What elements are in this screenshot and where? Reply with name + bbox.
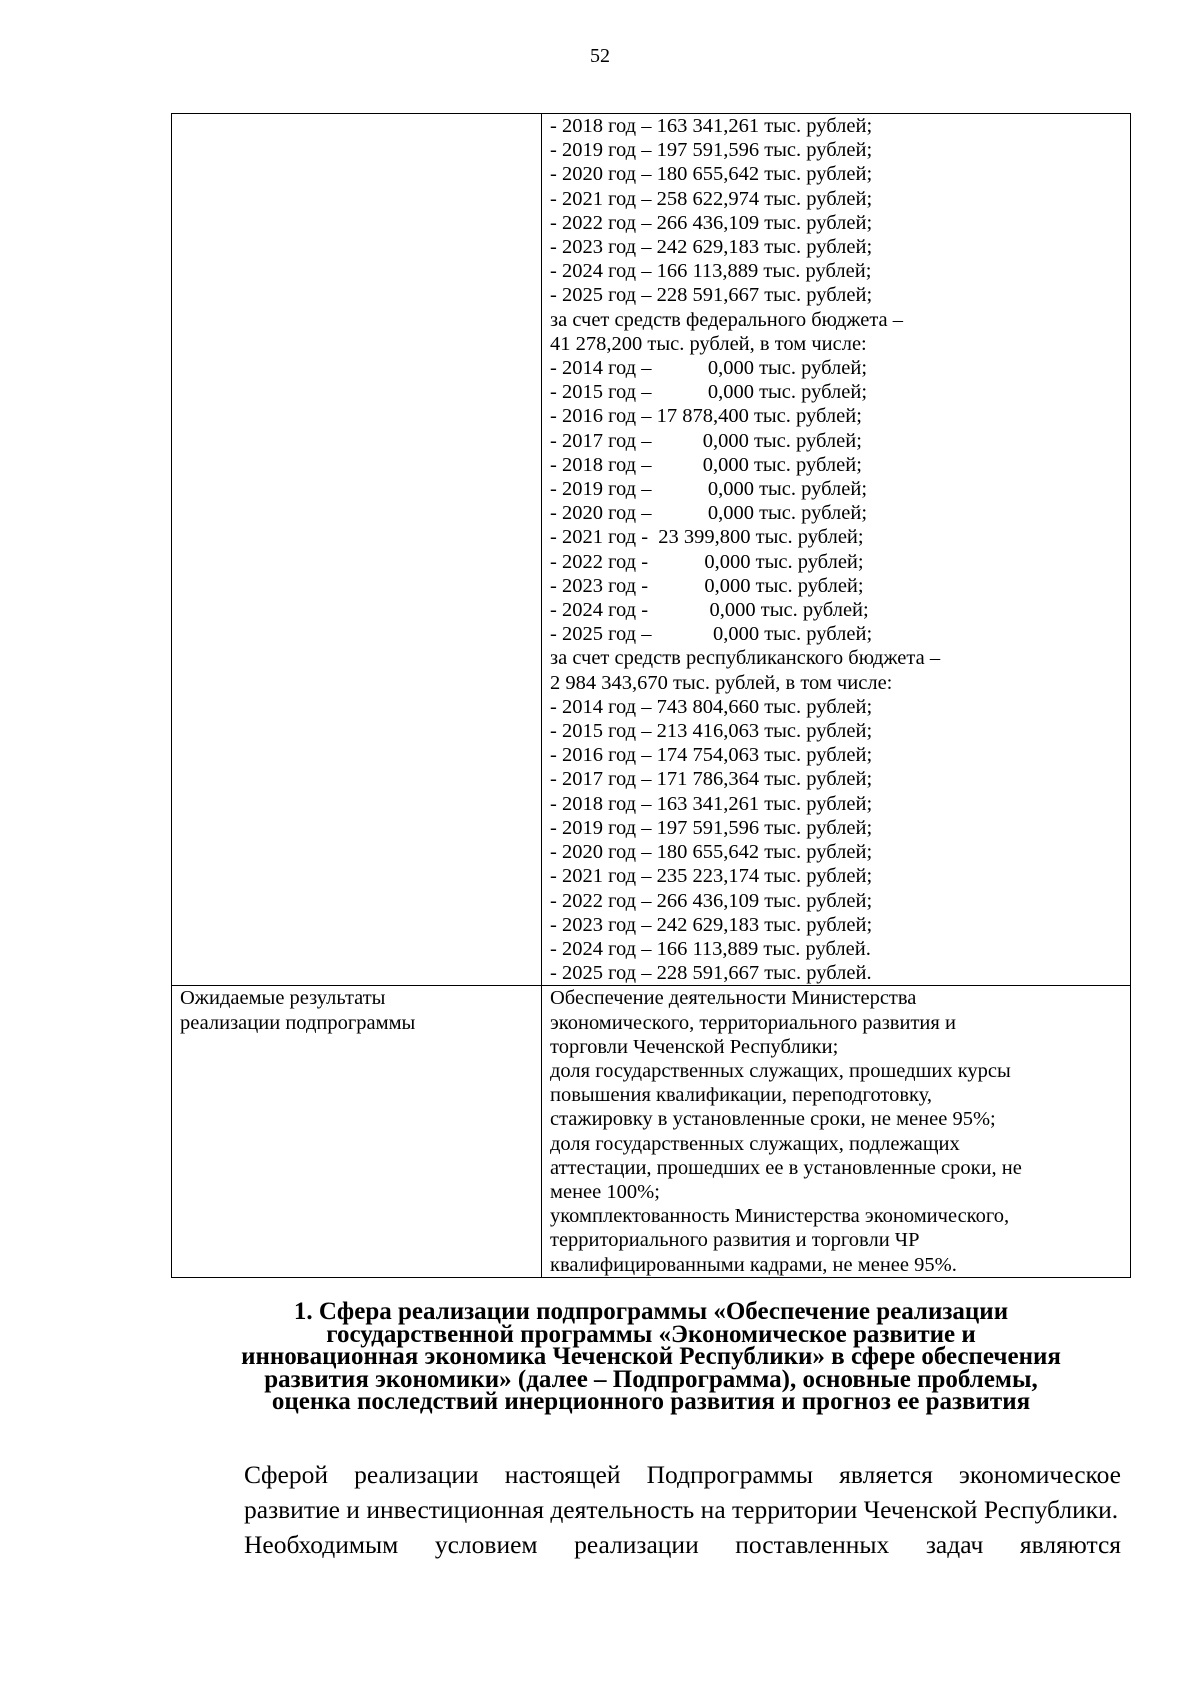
funding-line: - 2015 год – 0,000 тыс. рублей; bbox=[550, 381, 868, 404]
table-row-expected-results bbox=[172, 986, 1131, 1277]
funding-line: - 2025 год – 228 591,667 тыс. рублей. bbox=[550, 962, 872, 985]
funding-line: - 2024 год – 166 113,889 тыс. рублей; bbox=[550, 260, 872, 283]
row-label-line: Ожидаемые результаты bbox=[180, 987, 386, 1010]
funding-line: - 2019 год – 0,000 тыс. рублей; bbox=[550, 478, 868, 501]
section-heading-line: инновационная экономика Чеченской Республики» в сфере обеспечения bbox=[241, 1343, 1061, 1370]
funding-line: - 2023 год – 242 629,183 тыс. рублей; bbox=[550, 913, 873, 936]
result-line: доля государственных служащих, подлежащих bbox=[550, 1132, 960, 1155]
funding-line: - 2023 год - 0,000 тыс. рублей; bbox=[550, 574, 864, 597]
section-heading-line: 1. Сфера реализации подпрограммы «Обеспечение реализации bbox=[293, 1298, 1009, 1325]
result-line: торговли Чеченской Республики; bbox=[550, 1035, 839, 1058]
funding-line: - 2014 год – 743 804,660 тыс. рублей; bbox=[550, 695, 873, 718]
funding-line: - 2021 год – 258 622,974 тыс. рублей; bbox=[550, 187, 873, 210]
funding-line: - 2019 год – 197 591,596 тыс. рублей; bbox=[550, 816, 873, 839]
funding-line: 41 278,200 тыс. рублей, в том числе: bbox=[550, 332, 867, 355]
body-paragraph bbox=[171, 1457, 1121, 1527]
section-heading-line: оценка последствий инерционного развития и прогноз ее развития bbox=[271, 1388, 1031, 1415]
section-heading-line: развития экономики» (далее – Подпрограмма), основные проблемы, bbox=[264, 1365, 1038, 1393]
funding-line: - 2014 год – 0,000 тыс. рублей; bbox=[550, 357, 868, 380]
result-line: территориального развития и торговли ЧР bbox=[550, 1229, 920, 1252]
funding-line: - 2022 год – 266 436,109 тыс. рублей; bbox=[550, 889, 873, 912]
funding-line: - 2019 год – 197 591,596 тыс. рублей; bbox=[550, 139, 873, 162]
funding-line: - 2021 год – 235 223,174 тыс. рублей; bbox=[550, 865, 873, 888]
table-cell-funding bbox=[542, 114, 1131, 986]
funding-line: - 2024 год – 166 113,889 тыс. рублей. bbox=[550, 937, 871, 960]
result-line: Обеспечение деятельности Министерства bbox=[550, 987, 917, 1010]
result-line: менее 100%; bbox=[550, 1180, 660, 1203]
body-paragraph-line: развитие и инвестиционная деятельность на территории Чеченской Республики. bbox=[244, 1495, 1119, 1524]
funding-line: - 2023 год – 242 629,183 тыс. рублей; bbox=[550, 236, 873, 259]
funding-line: - 2020 год – 0,000 тыс. рублей; bbox=[550, 502, 868, 525]
funding-line: - 2017 год – 0,000 тыс. рублей; bbox=[550, 429, 862, 452]
section-heading bbox=[171, 1298, 1131, 1415]
result-line: доля государственных служащих, прошедших курсы bbox=[550, 1059, 1011, 1082]
funding-line: - 2018 год – 163 341,261 тыс. рублей; bbox=[550, 115, 873, 137]
body-paragraph bbox=[171, 1527, 1121, 1562]
table-row-funding bbox=[172, 114, 1131, 986]
funding-line: - 2020 год – 180 655,642 тыс. рублей; bbox=[550, 841, 873, 864]
funding-line: - 2017 год – 171 786,364 тыс. рублей; bbox=[550, 768, 873, 791]
funding-line: - 2021 год - 23 399,800 тыс. рублей; bbox=[550, 526, 864, 549]
table-cell-label-expected-results bbox=[172, 986, 542, 1277]
passport-table bbox=[171, 113, 1131, 1278]
funding-line: за счет средств федерального бюджета – bbox=[550, 308, 904, 331]
section-heading-line: государственной программы «Экономическое развитие и bbox=[326, 1320, 976, 1348]
funding-line: - 2025 год – 228 591,667 тыс. рублей; bbox=[550, 284, 873, 307]
body-paragraph-line: Необходимым условием реализации поставленных задач являются bbox=[244, 1530, 1121, 1559]
funding-line: - 2025 год – 0,000 тыс. рублей; bbox=[550, 623, 873, 646]
result-line: стажировку в установленные сроки, не менее 95%; bbox=[550, 1108, 996, 1131]
funding-line: - 2022 год – 266 436,109 тыс. рублей; bbox=[550, 211, 873, 234]
page-number: 52 bbox=[590, 45, 610, 67]
funding-line: - 2024 год - 0,000 тыс. рублей; bbox=[550, 599, 869, 622]
funding-line: - 2016 год – 174 754,063 тыс. рублей; bbox=[550, 744, 873, 767]
table-cell-label-empty bbox=[172, 114, 542, 986]
funding-line: - 2018 год – 0,000 тыс. рублей; bbox=[550, 453, 862, 476]
result-line: экономического, территориального развития и bbox=[550, 1011, 956, 1034]
result-line: аттестации, прошедших ее в установленные сроки, не bbox=[550, 1156, 1022, 1179]
funding-line: - 2016 год – 17 878,400 тыс. рублей; bbox=[550, 405, 862, 428]
result-line: укомплектованность Министерства экономического, bbox=[550, 1205, 1010, 1228]
funding-line: - 2015 год – 213 416,063 тыс. рублей; bbox=[550, 720, 873, 743]
funding-line: - 2018 год – 163 341,261 тыс. рублей; bbox=[550, 792, 873, 815]
funding-line: - 2022 год - 0,000 тыс. рублей; bbox=[550, 550, 864, 573]
funding-line: за счет средств республиканского бюджета – bbox=[550, 647, 941, 670]
funding-line: - 2020 год – 180 655,642 тыс. рублей; bbox=[550, 163, 873, 186]
row-label-line: реализации подпрограммы bbox=[180, 1011, 416, 1034]
result-line: повышения квалификации, переподготовку, bbox=[550, 1084, 933, 1107]
result-line: квалифицированными кадрами, не менее 95%. bbox=[550, 1253, 957, 1276]
funding-line: 2 984 343,670 тыс. рублей, в том числе: bbox=[550, 671, 893, 694]
table-cell-expected-results bbox=[542, 986, 1131, 1277]
body-paragraph-line: Сферой реализации настоящей Подпрограммы является экономическое bbox=[244, 1460, 1121, 1489]
